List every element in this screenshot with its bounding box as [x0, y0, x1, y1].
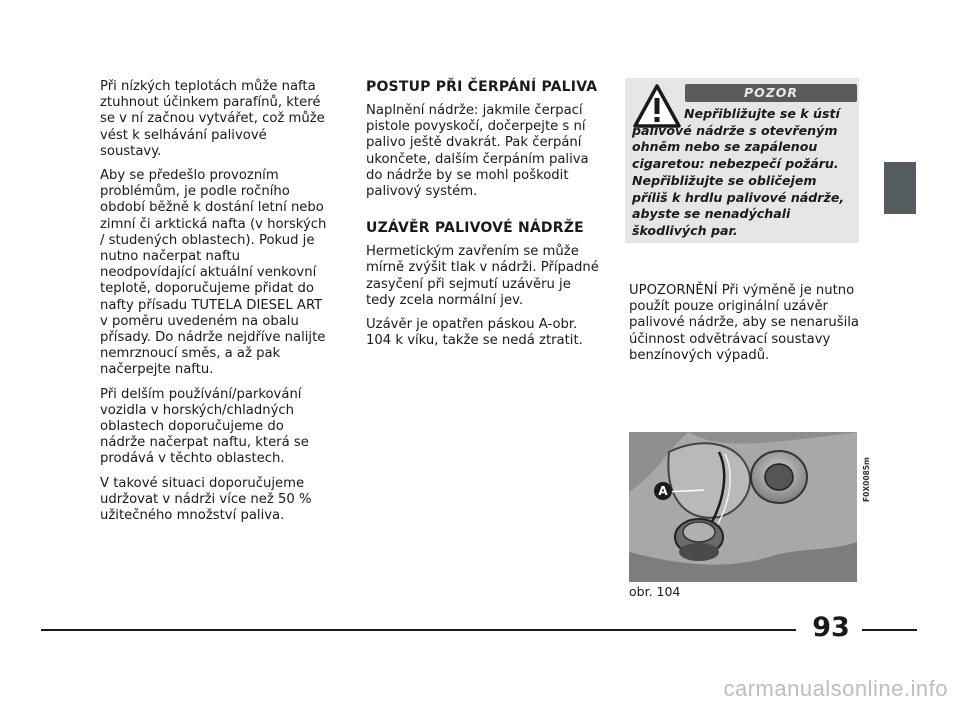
paragraph-pressure: Hermetickým zavřením se může mírně zvýšit tlak v nádrži. Případné zasyčení při sejmutí uzávěru je tedy zcela normální jev. — [366, 244, 599, 308]
footer-rule-right — [862, 629, 917, 631]
paragraph-cap-strap: Uzávěr je opatřen páskou A-obr. 104 k víku, takže se nedá ztratit. — [366, 317, 583, 349]
paragraph-seasonal-diesel: Aby se předešlo provozním problémům, je podle ročního období běžně k dostání letní nebo zimní či arktická nafta (v horských / studených oblastech). Pokud je nutno načerpat naftu neodpovídající aktuální venkovní teplotě, doporučujeme přidat do nafty přísadu TUTELA DIESEL ART v poměru uvedeném na obalu přísady. Do nádrže nejdříve nalijte nemrznoucí směs, a až pak načerpejte naftu. — [100, 168, 327, 378]
fuel-cap-figure — [629, 432, 857, 582]
figure-code: F0X0085m — [862, 457, 871, 502]
paragraph-refuelling: Naplnění nádrže: jakmile čerpací pistole povyskočí, dočerpejte s ní palivo ještě dvakrát. Pak čerpání ukončete, dalším čerpáním paliva do nádrže by se mohl poškodit palivový systém. — [366, 103, 589, 200]
warning-text: Nepřibližujte se k ústí palivové nádrže s otevřeným ohněm nebo se zapálenou cigaretou: nebezpečí požáru. Nepřibližujte se obličejem příliš k hrdlu palivové nádrže, abyste se nenadýchali škodlivých par. — [632, 106, 845, 238]
footer-rule-left — [41, 629, 796, 631]
page-number: 93 — [812, 612, 850, 643]
fuel-filler-illustration — [629, 432, 857, 582]
label-a-text: A — [658, 484, 668, 498]
figure-caption: obr. 104 — [629, 584, 681, 599]
notice-paragraph: UPOZORNĚNÍ Při výměně je nutno použít pouze originální uzávěr palivové nádrže, aby se nenarušila účinnost odvětrávací soustavy benzínových výpadů. — [629, 283, 860, 363]
paragraph-low-temperature: Při nízkých teplotách může nafta ztuhnout účinkem parafínů, které se v ní začnou vytvářet, což může vést k selhávání palivové soustavy. — [100, 79, 325, 159]
warning-box — [625, 78, 859, 243]
paragraph-mountain-regions: Při delším používání/parkování vozidla v horských/chladných oblastech doporučujeme do nádrže načerpat naftu, která se prodává v těchto oblastech. — [100, 386, 309, 467]
warning-badge: POZOR — [685, 84, 857, 102]
column-middle — [366, 79, 602, 357]
watermark: carmanualsonline.info — [723, 676, 948, 701]
paragraph-tank-level: V takové situaci doporučujeme udržovat v nádrži více než 50 % užitečného množství paliva. — [100, 475, 312, 524]
heading-fuel-cap: UZÁVĚR PALIVOVÉ NÁDRŽE — [366, 220, 584, 237]
heading-refuelling-procedure: POSTUP PŘI ČERPÁNÍ PALIVA — [366, 79, 598, 95]
column-left — [100, 79, 332, 532]
section-thumb-tab — [884, 162, 916, 214]
